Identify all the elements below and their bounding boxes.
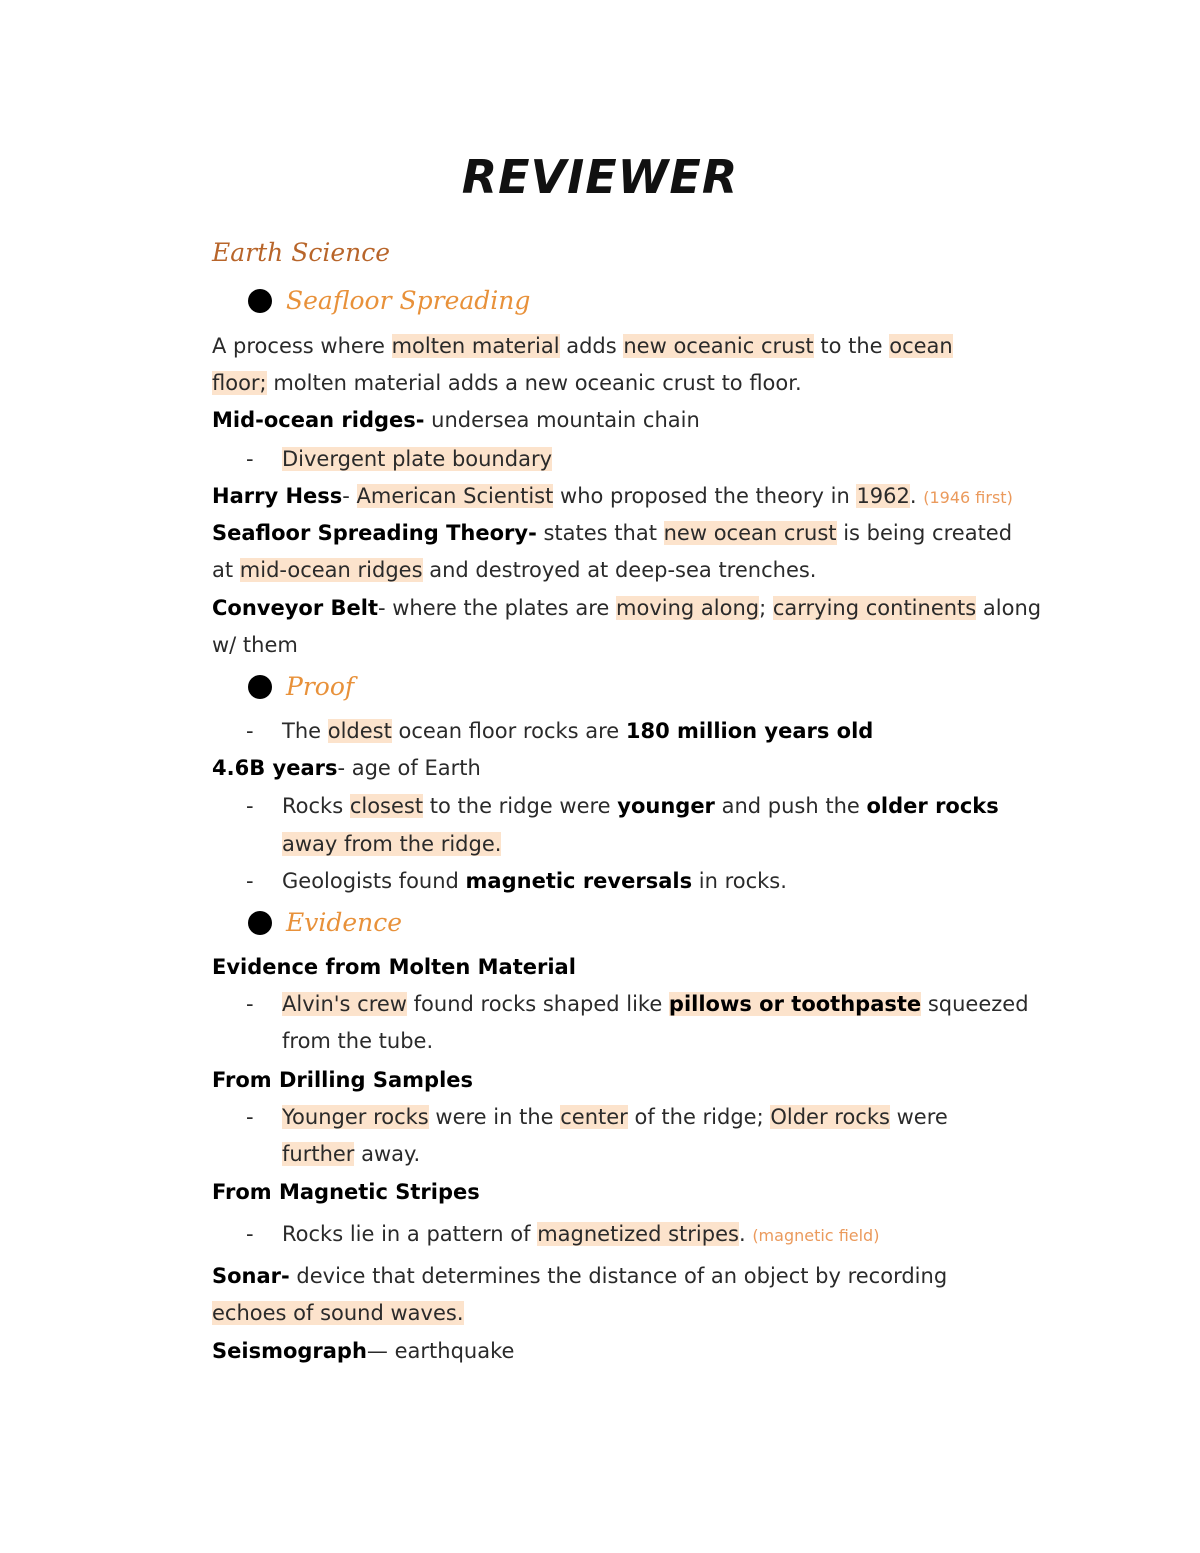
term: Seismograph [212, 1339, 367, 1363]
definition-line [212, 481, 1013, 513]
bullet-dot-icon [248, 289, 272, 313]
list-item [282, 444, 552, 474]
text: and push the [714, 794, 867, 818]
highlight: Divergent plate boundary [282, 447, 553, 471]
text: from the tube. [282, 1029, 434, 1053]
term: Seafloor Spreading Theory- [212, 521, 537, 545]
text: found rocks shaped like [406, 992, 669, 1016]
subheading-label: Seafloor Spreading [286, 286, 531, 315]
text: A process where [212, 334, 392, 358]
bold-text: older rocks [866, 794, 999, 818]
highlight: oldest [327, 719, 392, 743]
bold-text: From Drilling Samples [212, 1068, 474, 1092]
page-title: REVIEWER [461, 150, 739, 204]
text-line [212, 1298, 464, 1328]
text: to the ridge were [423, 794, 618, 818]
text: device that determines the distance of an object by recording [289, 1264, 948, 1288]
highlight: carrying continents [772, 596, 977, 620]
evidence-heading [212, 952, 576, 982]
list-item [282, 716, 873, 746]
list-item [282, 1219, 879, 1251]
term: Mid-ocean ridges- [212, 408, 425, 432]
text: were in the [428, 1105, 561, 1129]
highlight: further [282, 1142, 355, 1166]
bullet-dot-icon [248, 675, 272, 699]
term: 4.6B years [212, 756, 338, 780]
text: - age of Earth [337, 756, 481, 780]
highlight: American Scientist [356, 484, 554, 508]
text: Rocks [282, 794, 350, 818]
list-item [282, 866, 787, 896]
dash-bullet: - [246, 992, 254, 1016]
bold-text: 180 million years old [625, 719, 874, 743]
highlight: moving along [616, 596, 760, 620]
text-line [212, 331, 953, 361]
list-item-continuation [282, 1026, 433, 1056]
bullet-dot-icon [248, 911, 272, 935]
highlight: Younger rocks [282, 1105, 429, 1129]
text: of the ridge; [627, 1105, 771, 1129]
side-note: (1946 first) [923, 488, 1013, 507]
text: at [212, 558, 240, 582]
subheading-label: Evidence [286, 908, 403, 937]
text: . [738, 1222, 753, 1246]
highlight: Older rocks [770, 1105, 890, 1129]
text: states that [536, 521, 664, 545]
text: to the [813, 334, 890, 358]
text: ocean floor rocks are [391, 719, 626, 743]
highlight: molten material [391, 334, 560, 358]
section-heading: Earth Science [212, 238, 391, 267]
text: . [909, 484, 924, 508]
list-item [282, 1102, 948, 1132]
list-item-continuation [282, 1139, 420, 1169]
text-line [212, 630, 298, 660]
highlight: 1962 [856, 484, 910, 508]
text: adds [559, 334, 624, 358]
text: along [976, 596, 1042, 620]
evidence-heading [212, 1177, 480, 1207]
text: molten material adds a new oceanic crust to floor. [266, 371, 802, 395]
text: who proposed the theory in [553, 484, 857, 508]
text: in rocks. [692, 869, 787, 893]
definition-line [212, 593, 1041, 623]
text: - [342, 484, 357, 508]
text: undersea mountain chain [424, 408, 700, 432]
text: Geologists found [282, 869, 466, 893]
highlight: new ocean crust [663, 521, 837, 545]
highlight: Alvin's crew [282, 992, 407, 1016]
definition-line [212, 405, 700, 435]
side-note: (magnetic field) [752, 1226, 880, 1245]
bold-text: From Magnetic Stripes [212, 1180, 480, 1204]
text-line [212, 368, 802, 398]
text: — earthquake [366, 1339, 515, 1363]
text: and destroyed at deep-sea trenches. [422, 558, 817, 582]
highlight: center [560, 1105, 628, 1129]
subheading-evidence [248, 908, 402, 937]
dash-bullet: - [246, 447, 254, 471]
text: w/ them [212, 633, 298, 657]
subheading-seafloor [248, 286, 530, 315]
list-item [282, 989, 1029, 1019]
text: ; [759, 596, 773, 620]
subheading-proof [248, 672, 354, 701]
highlight-bold: pillows or toothpaste [668, 992, 922, 1016]
list-item [282, 791, 999, 821]
definition-line [212, 518, 1012, 548]
text-line [212, 555, 816, 585]
definition-line [212, 1336, 514, 1366]
dash-bullet: - [246, 869, 254, 893]
highlight: new oceanic crust [623, 334, 814, 358]
dash-bullet: - [246, 1105, 254, 1129]
text: Rocks lie in a pattern of [282, 1222, 538, 1246]
bold-text: Evidence from Molten Material [212, 955, 576, 979]
bold-text: younger [617, 794, 715, 818]
highlight: closest [349, 794, 424, 818]
text: were [889, 1105, 948, 1129]
dash-bullet: - [246, 1222, 254, 1246]
term: Sonar- [212, 1264, 290, 1288]
highlight: ocean [889, 334, 953, 358]
evidence-heading [212, 1065, 473, 1095]
highlight: mid-ocean ridges [239, 558, 423, 582]
text: squeezed [921, 992, 1029, 1016]
highlight: away from the ridge. [282, 832, 502, 856]
highlight: magnetized stripes [537, 1222, 739, 1246]
subheading-label: Proof [286, 672, 355, 701]
text: is being created [836, 521, 1013, 545]
term: Conveyor Belt [212, 596, 378, 620]
bold-text: magnetic reversals [465, 869, 693, 893]
term: Harry Hess [212, 484, 343, 508]
definition-line [212, 1261, 947, 1291]
definition-line [212, 753, 481, 783]
list-item-continuation [282, 829, 501, 859]
dash-bullet: - [246, 719, 254, 743]
dash-bullet: - [246, 794, 254, 818]
text: away. [354, 1142, 421, 1166]
highlight: echoes of sound waves. [212, 1301, 464, 1325]
text: - where the plates are [378, 596, 617, 620]
highlight: floor; [212, 371, 267, 395]
text: The [282, 719, 328, 743]
